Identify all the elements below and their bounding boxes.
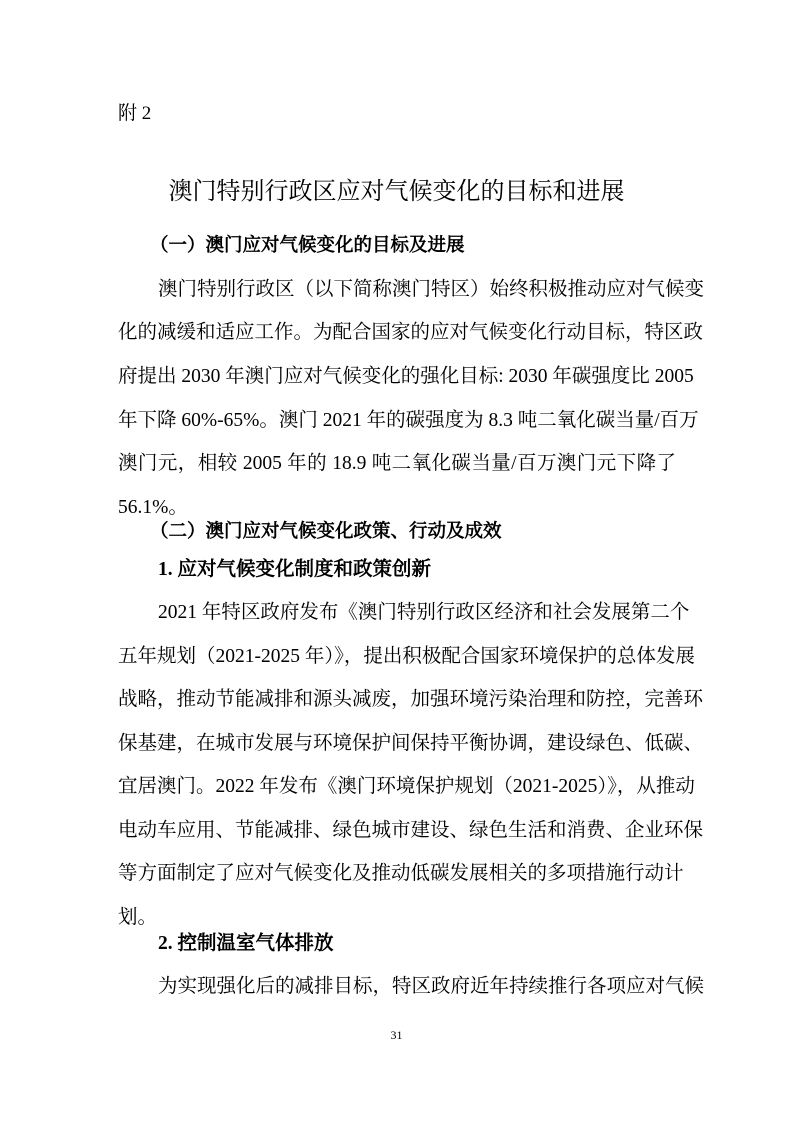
paragraph-line: 2021 年特区政府发布《澳门特别行政区经济和社会发展第二个 — [158, 602, 690, 623]
paragraph-line: 年下降 60%-65%。澳门 2021 年的碳强度为 8.3 吨二氧化碳当量/百万 — [118, 410, 699, 431]
page-title: 澳门特别行政区应对气候变化的目标和进展 — [168, 179, 625, 205]
section-heading: （一）澳门应对气候变化的目标及进展 — [150, 236, 465, 256]
paragraph-line: 为实现强化后的减排目标，特区政府近年持续推行各项应对气候 — [158, 976, 705, 997]
page-number: 31 — [390, 1028, 403, 1042]
paragraph-line: 划。 — [118, 907, 158, 928]
paragraph-line: 化的减缓和适应工作。为配合国家的应对气候变化行动目标，特区政 — [118, 322, 704, 343]
paragraph-line: 五年规划（2021-2025 年）》，提出积极配合国家环境保护的总体发展 — [118, 646, 695, 667]
paragraph-line: 保基建，在城市发展与环境保护间保持平衡协调，建设绿色、低碳、 — [118, 733, 704, 754]
paragraph-line: 澳门元，相较 2005 年的 18.9 吨二氧化碳当量/百万澳门元下降了 — [118, 453, 676, 474]
subsection-heading: 1. 应对气候变化制度和政策创新 — [158, 559, 432, 580]
paragraph-line: 等方面制定了应对气候变化及推动低碳发展相关的多项措施行动计 — [118, 863, 684, 884]
paragraph-line: 澳门特别行政区（以下简称澳门特区）始终积极推动应对气候变 — [158, 279, 705, 300]
appendix-label: 附 2 — [118, 103, 152, 124]
paragraph-line: 电动车应用、节能减排、绿色城市建设、绿色生活和消费、企业环保 — [118, 820, 704, 841]
paragraph-line: 战略，推动节能减排和源头减废，加强环境污染治理和防控，完善环 — [118, 689, 704, 710]
paragraph-line: 56.1%。 — [118, 497, 188, 518]
paragraph-line: 宜居澳门。2022 年发布《澳门环境保护规划（2021-2025）》，从推动 — [118, 776, 695, 797]
paragraph-line: 府提出 2030 年澳门应对气候变化的强化目标: 2030 年碳强度比 2005 — [118, 366, 694, 387]
section-heading: （二）澳门应对气候变化政策、行动及成效 — [150, 522, 502, 542]
subsection-heading: 2. 控制温室气体排放 — [158, 933, 334, 954]
